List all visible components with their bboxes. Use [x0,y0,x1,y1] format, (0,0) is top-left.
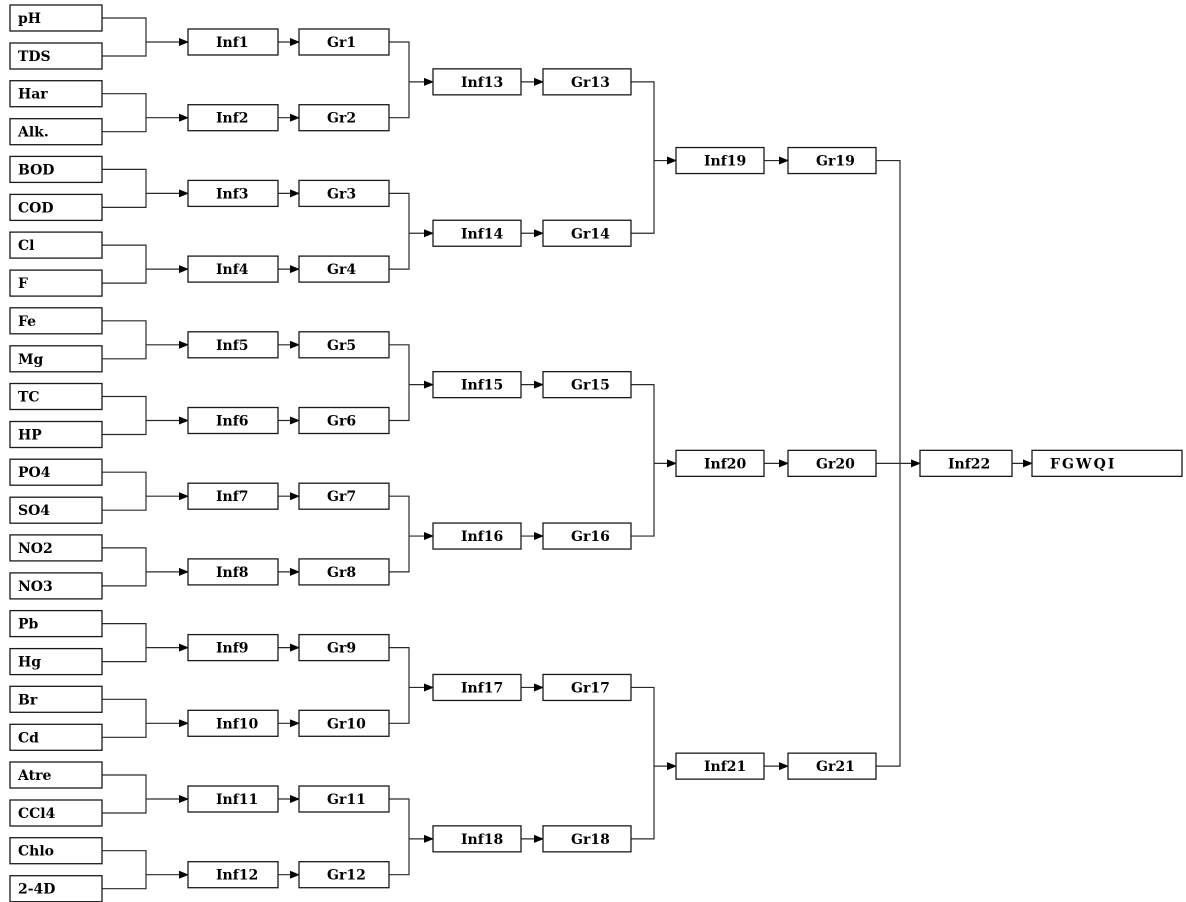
group-label: Gr12 [327,867,366,884]
merge-connector [102,851,146,889]
input-hg [10,649,102,675]
inference-inf7 [188,483,278,509]
group-label: Gr5 [327,337,357,354]
inference-inf12 [188,862,278,888]
inference-inf14 [433,220,521,246]
inference-label: Inf1 [216,35,249,51]
input-f [10,270,102,296]
merge-connector [102,548,146,586]
group-label: Gr20 [816,456,855,473]
input-po4 [10,459,102,485]
inference-inf8 [188,559,278,585]
input-label: NO3 [18,578,53,595]
inference-label: Inf2 [216,110,249,127]
input-label: 2-4D [18,881,56,898]
input-mg [10,346,102,372]
input-chlo [10,838,102,864]
merge-connector [631,82,654,233]
input-label: BOD [18,162,55,179]
group-gr9 [299,635,389,661]
input-label: Fe [18,313,37,330]
inference-inf6 [188,408,278,434]
inference-inf20 [676,450,764,476]
input-br [10,686,102,712]
input-cd [10,724,102,750]
group-label: Gr2 [327,110,357,127]
inference-inf11 [188,786,278,812]
inference-label: Inf4 [216,262,249,279]
inference-inf18 [433,826,521,852]
input-label: Cd [18,730,39,747]
merge-connector [389,345,409,421]
inference-label: Inf22 [948,456,991,473]
merge-connector [389,42,409,118]
group-gr18 [543,826,631,852]
group-gr10 [299,710,389,736]
group-gr1 [299,29,389,55]
inference-label: Inf9 [216,640,249,657]
merge-connector [389,496,409,572]
input-label: TC [18,389,40,406]
input-label: HP [18,427,42,444]
group-gr3 [299,180,389,206]
input-label: Pb [18,616,39,633]
merge-connector [102,169,146,207]
inference-label: Inf11 [216,792,259,808]
group-gr17 [543,674,631,700]
inference-label: Inf14 [461,226,504,243]
inference-inf5 [188,332,278,358]
merge-connector [102,624,146,662]
inference-label: Inf8 [216,564,249,581]
inference-label: Inf16 [461,529,504,546]
group-gr5 [299,332,389,358]
inference-label: Inf21 [704,759,747,776]
input-label: Cl [18,238,35,255]
inference-label: Inf3 [216,186,249,203]
input-label: Hg [18,654,42,671]
input-cod [10,194,102,220]
inference-label: Inf18 [461,831,504,848]
input-pb [10,611,102,637]
merge-connector [102,775,146,813]
input-label: PO4 [18,465,51,482]
group-gr8 [299,559,389,585]
merge-connector [389,648,409,724]
inference-inf4 [188,256,278,282]
inference-inf10 [188,710,278,736]
input-no3 [10,573,102,599]
group-label: Gr6 [327,413,357,430]
inference-label: Inf6 [216,413,249,430]
group-gr20 [788,450,876,476]
inference-inf15 [433,372,521,398]
inference-inf17 [433,674,521,700]
inference-inf22 [920,450,1012,476]
input-ccl4 [10,800,102,826]
inference-label: Inf5 [216,337,249,354]
input-so4 [10,497,102,523]
group-label: Gr1 [327,35,357,51]
merge-connector [102,94,146,132]
group-gr15 [543,372,631,398]
group-gr4 [299,256,389,282]
input-cl [10,232,102,258]
group-gr6 [299,408,389,434]
group-gr14 [543,220,631,246]
inference-label: Inf17 [461,680,504,697]
group-gr16 [543,523,631,549]
input-label: Chlo [18,843,54,860]
group-label: Gr8 [327,564,357,581]
input-no2 [10,535,102,561]
input-2-4d [10,876,102,902]
group-label: Gr11 [327,792,366,808]
inference-label: Inf10 [216,716,259,733]
input-atre [10,762,102,788]
merge-connector [389,193,409,269]
group-label: Gr3 [327,186,357,203]
merge-connector [102,472,146,510]
merge-connector [102,397,146,435]
merge-connector [631,385,654,536]
input-label: Alk. [18,124,49,141]
merge-connector [102,699,146,737]
merge-connector [102,245,146,283]
merge-connector [631,687,654,838]
group-gr13 [543,69,631,95]
group-gr11 [299,786,389,812]
input-label: COD [18,200,54,217]
inference-inf21 [676,753,764,779]
input-hp [10,422,102,448]
output-label: FGWQI [1050,456,1117,473]
input-label: Atre [18,768,52,784]
input-label: F [18,276,28,293]
inference-inf16 [433,523,521,549]
input-label: SO4 [18,503,51,520]
merge-connector [102,321,146,359]
inference-inf2 [188,105,278,131]
inference-label: Inf15 [461,377,504,394]
group-label: Gr7 [327,489,357,506]
group-label: Gr4 [327,262,357,279]
inference-label: Inf19 [704,153,747,170]
input-label: TDS [18,49,51,65]
group-label: Gr21 [816,759,855,776]
input-ph [10,5,102,31]
input-label: Mg [18,351,44,368]
group-label: Gr16 [571,529,610,546]
group-label: Gr13 [571,74,610,91]
input-har [10,81,102,107]
group-gr12 [299,862,389,888]
inference-label: Inf13 [461,74,504,91]
inference-label: Inf12 [216,867,259,884]
group-gr21 [788,753,876,779]
inference-inf1 [188,29,278,55]
group-label: Gr14 [571,226,610,243]
input-tc [10,384,102,410]
inference-inf9 [188,635,278,661]
inference-label: Inf20 [704,456,747,473]
inference-inf13 [433,69,521,95]
input-tds [10,43,102,69]
output-fgwqi [1032,450,1182,476]
inference-label: Inf7 [216,489,249,506]
inference-inf3 [188,180,278,206]
group-label: Gr17 [571,680,610,697]
input-fe [10,308,102,334]
input-label: NO2 [18,540,53,557]
group-label: Gr9 [327,640,357,657]
merge-connector [102,18,146,56]
input-bod [10,156,102,182]
input-label: CCl4 [18,806,56,822]
group-label: Gr18 [571,831,610,848]
merge-connector [389,799,409,875]
input-label: Br [18,692,38,709]
group-label: Gr19 [816,153,855,170]
group-gr19 [788,148,876,174]
group-label: Gr10 [327,716,366,733]
group-label: Gr15 [571,377,610,394]
input-label: pH [18,11,42,27]
input-alk [10,119,102,145]
group-gr7 [299,483,389,509]
input-label: Har [18,86,48,103]
inference-inf19 [676,148,764,174]
group-gr2 [299,105,389,131]
